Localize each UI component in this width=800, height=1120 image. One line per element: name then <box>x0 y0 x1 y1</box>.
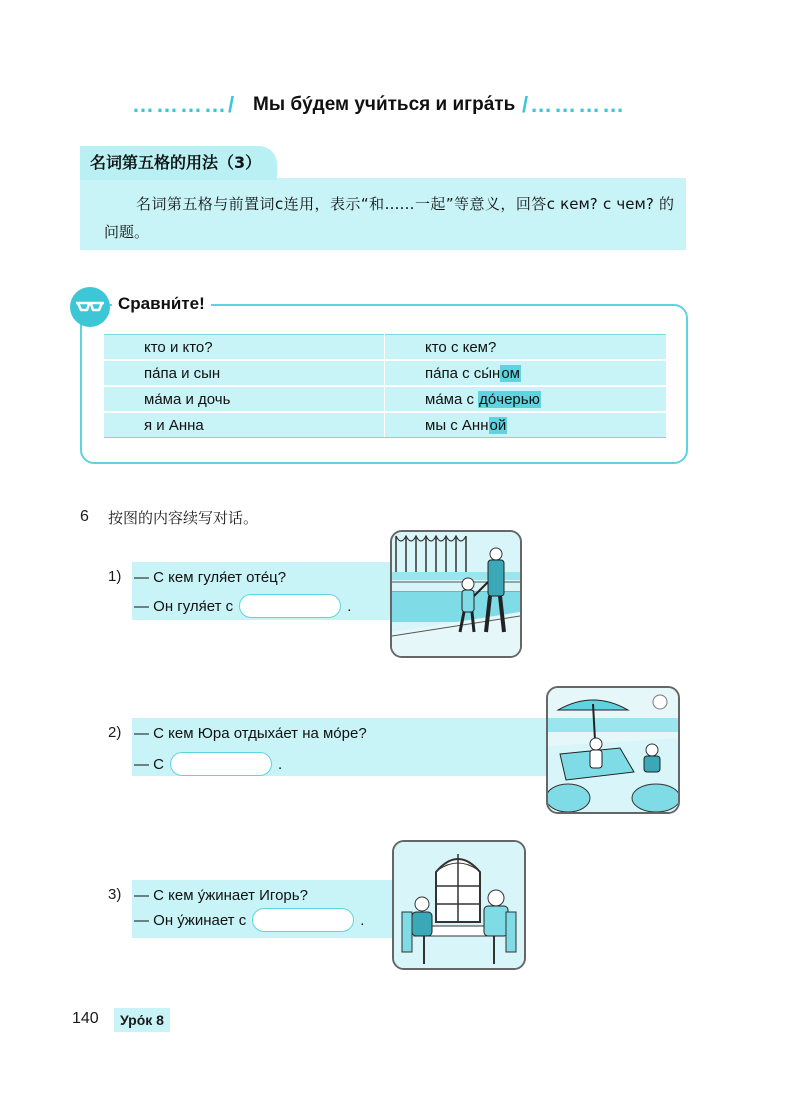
picture-dinner <box>392 840 526 970</box>
header-dots-right: /………… <box>522 92 627 117</box>
picture-father-son-walk <box>390 530 522 658</box>
cell-base: ма́ма с <box>425 390 479 408</box>
table-row <box>104 335 666 361</box>
table-cell <box>385 360 667 386</box>
question-text: — С кем Юра отдыха́ет на мо́ре? <box>134 724 367 742</box>
compare-title: Сравни́те! <box>112 294 211 314</box>
cell-base: кто с кем? <box>425 338 497 356</box>
table-cell: кто и кто? <box>104 335 385 361</box>
question-text: — С кем гуля́ет оте́ц? <box>134 568 287 586</box>
page-number: 140 <box>72 1010 99 1027</box>
glasses-icon <box>70 287 110 327</box>
answer-prefix: — Он у́жинает с <box>134 911 247 929</box>
grammar-tab-title: 名词第五格的用法（3） <box>80 146 277 180</box>
item-number: 2) <box>108 724 122 741</box>
table-row <box>104 412 666 438</box>
item-number: 3) <box>108 886 122 903</box>
item-answer <box>134 594 351 618</box>
answer-blank[interactable] <box>252 908 354 932</box>
compare-table <box>104 334 666 438</box>
answer-blank[interactable] <box>239 594 341 618</box>
item-question <box>134 566 286 588</box>
chapter-header <box>0 92 800 128</box>
highlighted-ending: ом <box>501 364 520 382</box>
item-answer <box>134 752 282 776</box>
item-number: 1) <box>108 568 122 585</box>
header-dots-left: …………/ <box>132 92 237 117</box>
highlighted-ending: до́черью <box>479 390 540 408</box>
answer-blank[interactable] <box>170 752 272 776</box>
table-row <box>104 386 666 412</box>
grammar-explanation: 名词第五格与前置词с连用，表示“和……一起”等意义，回答с кем? с чем? 的问题。 <box>104 195 674 241</box>
highlighted-ending: ой <box>489 416 507 434</box>
answer-suffix: . <box>278 755 283 773</box>
lesson-tag: Уро́к 8 <box>114 1008 170 1032</box>
cell-base: па́па с сы́н <box>425 364 501 382</box>
item-answer <box>134 908 364 932</box>
exercise-instruction: 按图的内容续写对话。 <box>108 509 259 527</box>
table-cell <box>385 335 667 361</box>
question-text: — С кем у́жинает Игорь? <box>134 886 308 904</box>
table-row <box>104 360 666 386</box>
item-question <box>134 722 367 744</box>
table-cell <box>385 412 667 438</box>
chapter-title: Мы бýдем учи́ться и игра́ть <box>253 94 516 115</box>
table-cell <box>385 386 667 412</box>
answer-suffix: . <box>360 911 365 929</box>
answer-suffix: . <box>347 597 352 615</box>
picture-beach <box>546 686 680 814</box>
answer-prefix: — С <box>134 755 164 773</box>
table-cell: па́па и сын <box>104 360 385 386</box>
table-cell: ма́ма и дочь <box>104 386 385 412</box>
item-question <box>134 884 308 906</box>
table-cell: я и Анна <box>104 412 385 438</box>
cell-base: мы с Анн <box>425 416 489 434</box>
answer-prefix: — Он гуля́ет с <box>134 597 234 615</box>
exercise-number: 6 <box>80 508 89 525</box>
